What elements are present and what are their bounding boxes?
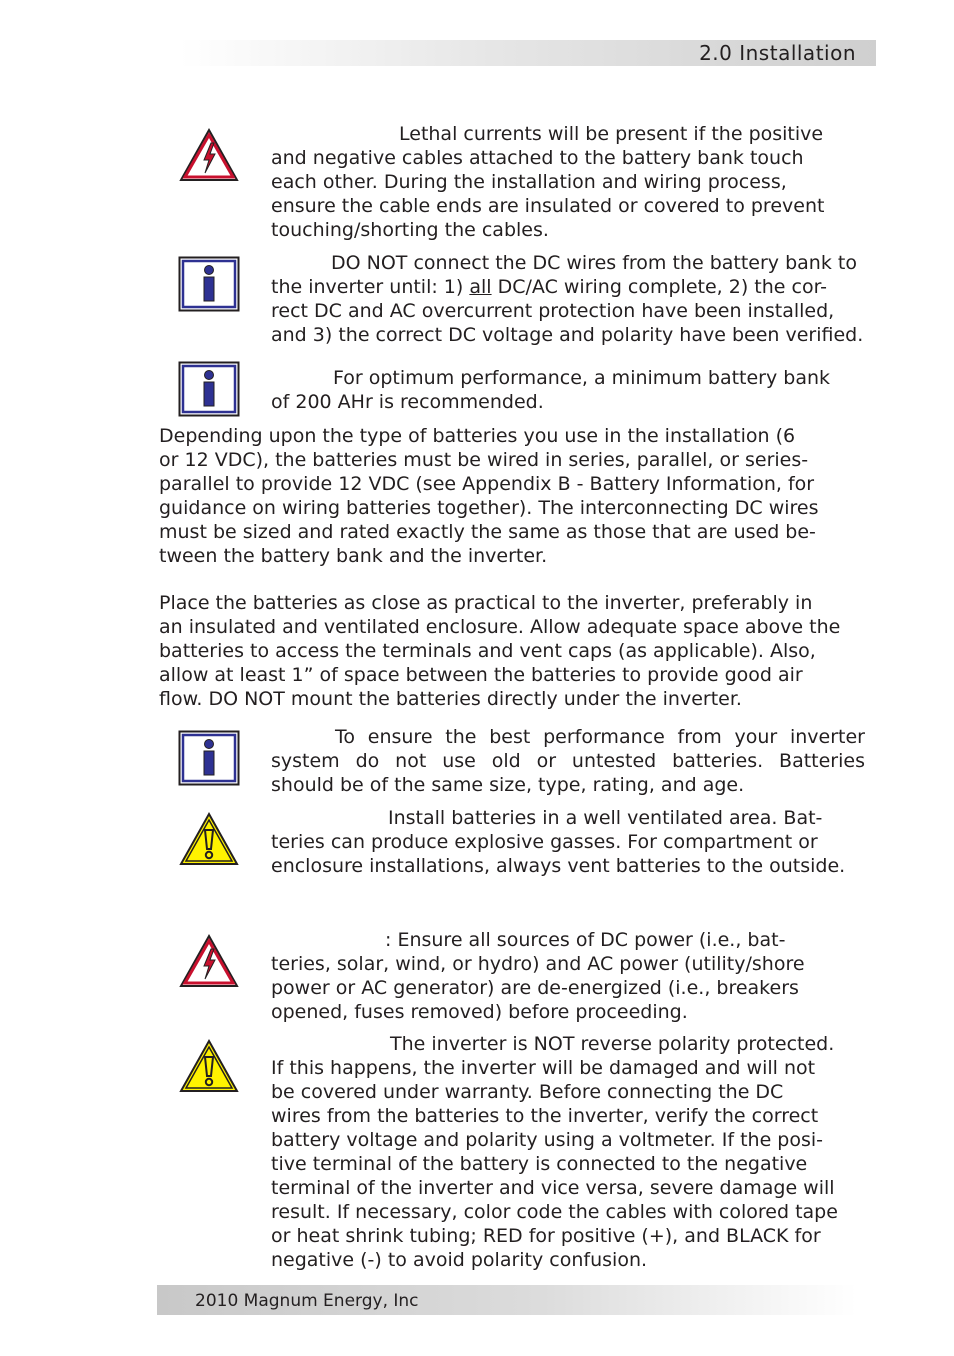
note-line: To ensure the best performance from your inverter	[335, 726, 865, 748]
info-icon	[178, 730, 240, 786]
note-line: wires from the batteries to the inverter, verify the correct	[271, 1105, 819, 1127]
caution-icon	[178, 811, 240, 867]
paragraph-line: flow. DO NOT mount the batteries directly under the inverter.	[159, 688, 742, 710]
note-line: terminal of the inverter and vice versa, severe damage will	[271, 1177, 835, 1199]
info-note-dc-connection	[271, 251, 871, 347]
note-text: DC/AC wiring complete, 2) the cor-	[491, 276, 828, 298]
electric-shock-warning-icon	[178, 127, 240, 183]
note-line: touching/shorting the cables.	[271, 219, 549, 241]
note-line: Install batteries in a well ventilated area. Bat-	[388, 807, 823, 829]
note-line: opened, fuses removed) before proceeding.	[271, 1001, 688, 1023]
note-line: If this happens, the inverter will be damaged and will not	[271, 1057, 816, 1079]
underlined-word: all	[469, 276, 492, 298]
note-line: For optimum performance, a minimum battery bank	[333, 367, 831, 389]
warning-note-lethal-currents	[271, 122, 871, 242]
body-paragraph-battery-wiring	[159, 424, 875, 568]
paragraph-line: Place the batteries as close as practical to the inverter, preferably in	[159, 592, 813, 614]
caution-note-reverse-polarity	[271, 1032, 871, 1272]
note-line: enclosure installations, always vent batteries to the outside.	[271, 855, 846, 877]
paragraph-line: must be sized and rated exactly the same as those that are used be-	[159, 521, 816, 543]
caution-icon	[178, 1038, 240, 1094]
info-note-battery-condition	[271, 725, 865, 797]
note-line: tive terminal of the battery is connected to the negative	[271, 1153, 808, 1175]
page-header	[180, 40, 876, 66]
note-text: the inverter until: 1)	[271, 276, 470, 298]
note-line: should be of the same size, type, rating, and age.	[271, 774, 745, 796]
note-line: rect DC and AC overcurrent protection have been installed,	[271, 300, 835, 322]
warning-note-de-energize	[271, 928, 871, 1024]
note-line: system do not use old or untested batteries. Batteries	[271, 750, 865, 772]
note-line: DO NOT connect the DC wires from the battery bank to	[331, 252, 857, 274]
note-line: battery voltage and polarity using a voltmeter. If the posi-	[271, 1129, 824, 1151]
note-line: or heat shrink tubing; RED for positive (+), and BLACK for	[271, 1225, 821, 1247]
paragraph-line: allow at least 1” of space between the batteries to provide good air	[159, 664, 803, 686]
note-line: : Ensure all sources of DC power (i.e., bat-	[385, 929, 786, 951]
paragraph-line: Depending upon the type of batteries you use in the installation (6	[159, 425, 796, 447]
section-title: 2.0 Installation	[699, 41, 856, 65]
note-line: of 200 AHr is recommended.	[271, 391, 544, 413]
note-line: each other. During the installation and wiring process,	[271, 171, 787, 193]
footer-copyright: 2010 Magnum Energy, Inc	[195, 1291, 419, 1311]
note-line: and 3) the correct DC voltage and polarity have been verified.	[271, 324, 864, 346]
info-icon	[178, 256, 240, 312]
note-line: and negative cables attached to the battery bank touch	[271, 147, 804, 169]
electric-shock-warning-icon	[178, 933, 240, 989]
paragraph-line: batteries to access the terminals and vent caps (as applicable). Also,	[159, 640, 816, 662]
paragraph-line: parallel to provide 12 VDC (see Appendix B - Battery Information, for	[159, 473, 815, 495]
paragraph-line: tween the battery bank and the inverter.	[159, 545, 548, 567]
note-line: Lethal currents will be present if the positive	[399, 123, 824, 145]
page-footer	[157, 1285, 857, 1315]
note-line: The inverter is NOT reverse polarity protected.	[390, 1033, 835, 1055]
note-line: ensure the cable ends are insulated or covered to prevent	[271, 195, 825, 217]
note-line: be covered under warranty. Before connecting the DC	[271, 1081, 784, 1103]
paragraph-line: an insulated and ventilated enclosure. Allow adequate space above the	[159, 616, 841, 638]
caution-note-ventilation	[271, 806, 871, 878]
paragraph-line: guidance on wiring batteries together). The interconnecting DC wires	[159, 497, 819, 519]
body-paragraph-battery-placement	[159, 591, 875, 711]
note-line: result. If necessary, color code the cables with colored tape	[271, 1201, 838, 1223]
note-line: teries, solar, wind, or hydro) and AC power (utility/shore	[271, 953, 805, 975]
note-line: power or AC generator) are de-energized (i.e., breakers	[271, 977, 799, 999]
info-note-battery-bank-size	[271, 366, 871, 414]
note-line: teries can produce explosive gasses. For compartment or	[271, 831, 818, 853]
note-line: negative (-) to avoid polarity confusion.	[271, 1249, 648, 1271]
paragraph-line: or 12 VDC), the batteries must be wired in series, parallel, or series-	[159, 449, 809, 471]
info-icon	[178, 361, 240, 417]
